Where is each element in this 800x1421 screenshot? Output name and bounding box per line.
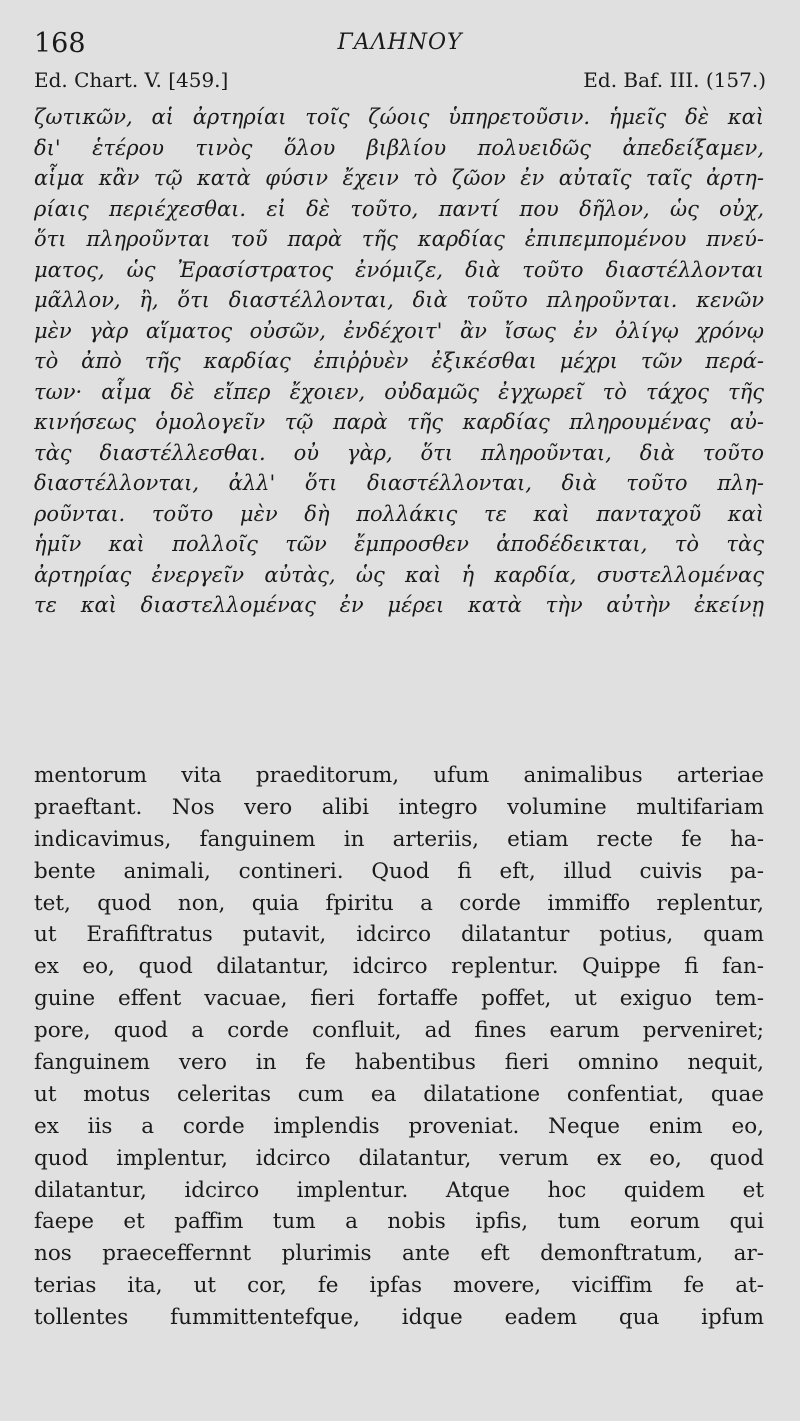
latin-line: bente animali, contineri. Quod fi eft, illud cuivis pa- [34,858,764,884]
greek-line: τε καὶ διαστελλομένας ἐν μέρει κατὰ τὴν αὐτὴν ἐκείνῃ [34,593,764,617]
running-title: ΓΑΛΗΝΟΥ [337,30,463,55]
latin-line: nos praeceffernnt plurimis ante eft demonftratum, ar- [34,1241,764,1267]
greek-line: ροῦνται. τοῦτο μὲν δὴ πολλάκις τε καὶ πανταχοῦ καὶ [34,501,764,526]
greek-text-block [34,102,764,621]
latin-line: fanguinem vero in fe habentibus fieri omnino nequit, [34,1050,764,1076]
greek-line: ἡμῖν καὶ πολλοῖς τῶν ἔμπροσθεν ἀποδέδεικται, τὸ τὰς [34,532,764,556]
greek-line: ρίαις περιέχεσθαι. εἰ δὲ τοῦτο, παντί που δῆλον, ὡς οὐχ, [34,196,764,221]
latin-line: faepe et paffim tum a nobis ipfis, tum eorum qui [34,1209,764,1235]
latin-line: praeftant. Nos vero alibi integro volumine multifariam [34,794,764,820]
page-number: 168 [34,28,86,59]
greek-line: των· αἷμα δὲ εἴπερ ἔχοιεν, οὐδαμῶς ἐγχωρεῖ τὸ τάχος τῆς [34,379,764,404]
edition-references [34,68,766,100]
latin-line: quod implentur, idcirco dilatantur, verum ex eo, quod [34,1145,764,1171]
latin-line: ut Erafiftratus putavit, idcirco dilatantur potius, quam [34,922,764,948]
latin-line: ex iis a corde implendis proveniat. Neque enim eo, [34,1113,764,1139]
greek-line: αἷμα κἂν τῷ κατὰ φύσιν ἔχειν τὸ ζῶον ἐν αὐταῖς ταῖς ἀρτη- [34,166,764,190]
latin-line: tet, quod non, quia fpiritu a corde immiffo replentur, [34,890,764,916]
greek-line: ὅτι πληροῦνται τοῦ παρὰ τῆς καρδίας ἐπιπεμπομένου πνεύ- [34,227,764,251]
greek-line: κινήσεως ὁμολογεῖν τῷ παρὰ τῆς καρδίας πληρουμένας αὐ- [34,410,764,434]
greek-line: μᾶλλον, ἢ, ὅτι διαστέλλονται, διὰ τοῦτο πληροῦνται. κενῶν [34,288,764,312]
greek-line: τὰς διαστέλλεσθαι. οὐ γὰρ, ὅτι πληροῦνται, διὰ τοῦτο [34,440,764,465]
greek-line: διαστέλλονται, ἀλλ' ὅτι διαστέλλονται, διὰ τοῦτο πλη- [34,471,764,495]
latin-line: guine effent vacuae, fieri fortaffe poffet, ut exiguo tem- [34,986,764,1012]
latin-line: mentorum vita praeditorum, ufum animalibus arteriae [34,763,764,788]
latin-text-block [34,760,764,1334]
greek-line: δι' ἑτέρου τινὸς ὅλου βιβλίου πολυειδῶς ἀπεδείξαμεν, [34,135,764,160]
edition-ref-chart: Ed. Chart. V. [459.] [34,68,229,92]
greek-line: τὸ ἀπὸ τῆς καρδίας ἐπιῤῥυὲν ἐξικέσθαι μέχρι τῶν περά- [34,349,764,373]
latin-line: terias ita, ut cor, fe ipfas movere, viciffim fe at- [34,1273,764,1299]
edition-ref-basel: Ed. Baf. III. (157.) [583,68,766,92]
greek-line: ἀρτηρίας ἐνεργεῖν αὐτὰς, ὡς καὶ ἡ καρδία, συστελλομένας [34,562,764,587]
greek-line: ματος, ὡς Ἐρασίστρατος ἐνόμιζε, διὰ τοῦτο διαστέλλονται [34,257,764,282]
latin-line: ut motus celeritas cum ea dilatatione confentiat, quae [34,1081,764,1107]
greek-line: μὲν γὰρ αἵματος οὐσῶν, ἐνδέχοιτ' ἂν ἴσως ἐν ὀλίγῳ χρόνῳ [34,318,764,343]
page-header [34,28,766,64]
latin-line: indicavimus, fanguinem in arteriis, etiam recte fe ha- [34,826,764,852]
greek-line: ζωτικῶν, αἱ ἀρτηρίαι τοῖς ζώοις ὑπηρετοῦσιν. ἡμεῖς δὲ καὶ [34,105,764,129]
latin-line: dilatantur, idcirco implentur. Atque hoc quidem et [34,1177,764,1203]
latin-line: tollentes fummittentefque, idque eadem qua ipfum [34,1305,764,1331]
latin-line: ex eo, quod dilatantur, idcirco replentur. Quippe fi fan- [34,954,764,980]
latin-line: pore, quod a corde confluit, ad fines earum perveniret; [34,1018,764,1044]
